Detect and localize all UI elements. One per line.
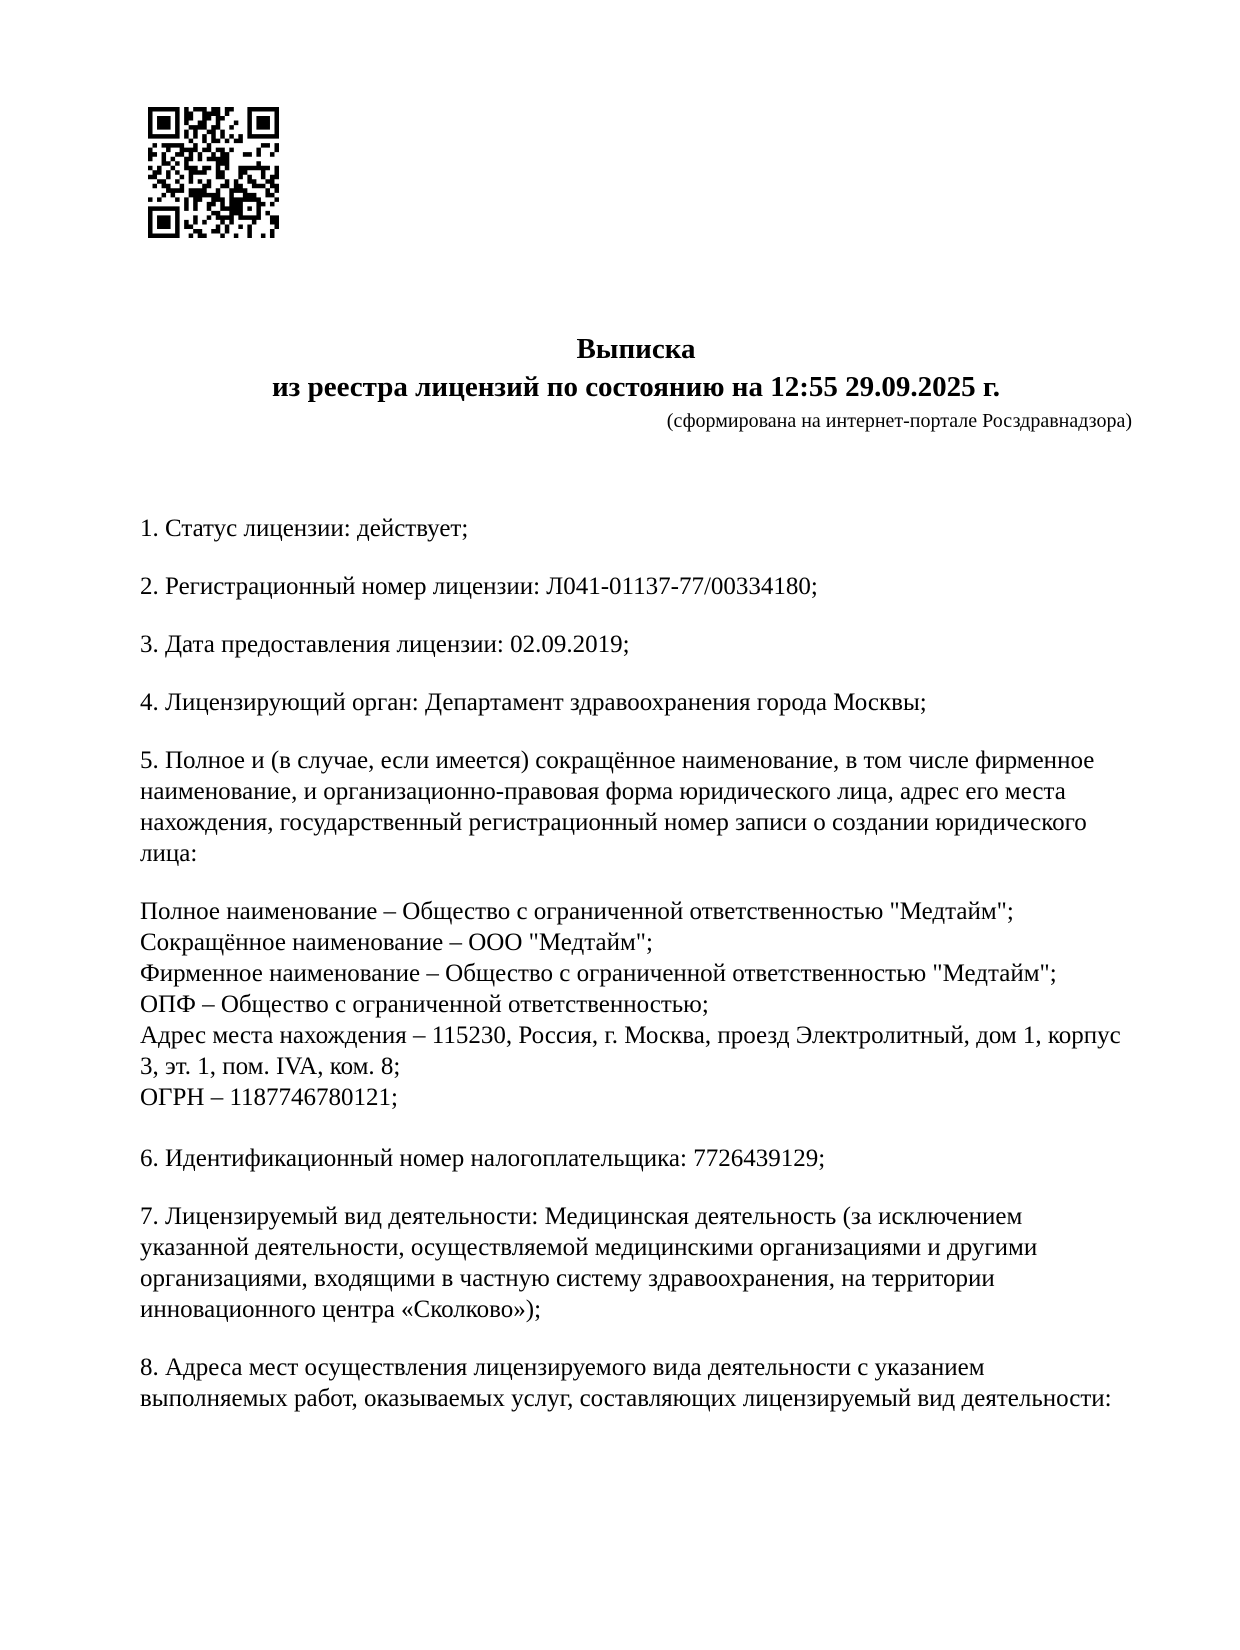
document-body — [140, 513, 1132, 1414]
document-subtitle: (сформирована на интернет-портале Росздравнадзора) — [666, 410, 1132, 432]
document-title-line1: Выписка — [576, 333, 696, 365]
company-full-name: Полное наименование – Общество с ограниченной ответственностью "Медтайм"; — [140, 898, 1014, 925]
document-title — [140, 330, 1132, 406]
paragraph-inn: 6. Идентификационный номер налогоплательщика: 7726439129; — [140, 1145, 826, 1172]
paragraph-license-status: 1. Статус лицензии: действует; — [140, 515, 469, 542]
company-short-name: Сокращённое наименование – ООО "Медтайм"; — [140, 929, 653, 956]
company-address: Адрес места нахождения – 115230, Россия, г. Москва, проезд Электролитный, дом 1, корпус 3, эт. 1, пом. IVA, ком. 8; — [140, 1022, 1121, 1080]
paragraph-licensing-authority: 4. Лицензирующий орган: Департамент здравоохранения города Москвы; — [140, 689, 927, 716]
paragraph-license-date: 3. Дата предоставления лицензии: 02.09.2019; — [140, 631, 630, 658]
company-details-block — [140, 896, 1132, 1113]
company-legal-form: ОПФ – Общество с ограниченной ответственностью; — [140, 991, 709, 1018]
paragraph-activity-addresses: 8. Адреса мест осуществления лицензируемого вида деятельности с указанием выполняемых работ, оказываемых услуг, составляющих лицензируемый вид деятельности: — [140, 1354, 1112, 1412]
company-brand-name: Фирменное наименование – Общество с ограниченной ответственностью "Медтайм"; — [140, 960, 1057, 987]
qr-code-icon — [148, 107, 279, 238]
paragraph-licensed-activity: 7. Лицензируемый вид деятельности: Медицинская деятельность (за исключением указанной деятельности, осуществляемой медицинскими организациями и другими организациями, входящими в частную систему здравоохранения, на территории инновационного центра «Сколково»); — [140, 1203, 1038, 1323]
document-title-line2: из реестра лицензий по состоянию на 12:55 29.09.2025 г. — [271, 371, 1001, 403]
paragraph-legal-entity-intro: 5. Полное и (в случае, если имеется) сокращённое наименование, в том числе фирменное наименование, и организационно-правовая форма юридического лица, адрес его места нахождения, государственный регистрационный номер записи о создании юридического лица: — [140, 747, 1095, 867]
paragraph-registration-number: 2. Регистрационный номер лицензии: Л041-01137-77/00334180; — [140, 573, 818, 600]
company-ogrn: ОГРН – 1187746780121; — [140, 1084, 398, 1111]
